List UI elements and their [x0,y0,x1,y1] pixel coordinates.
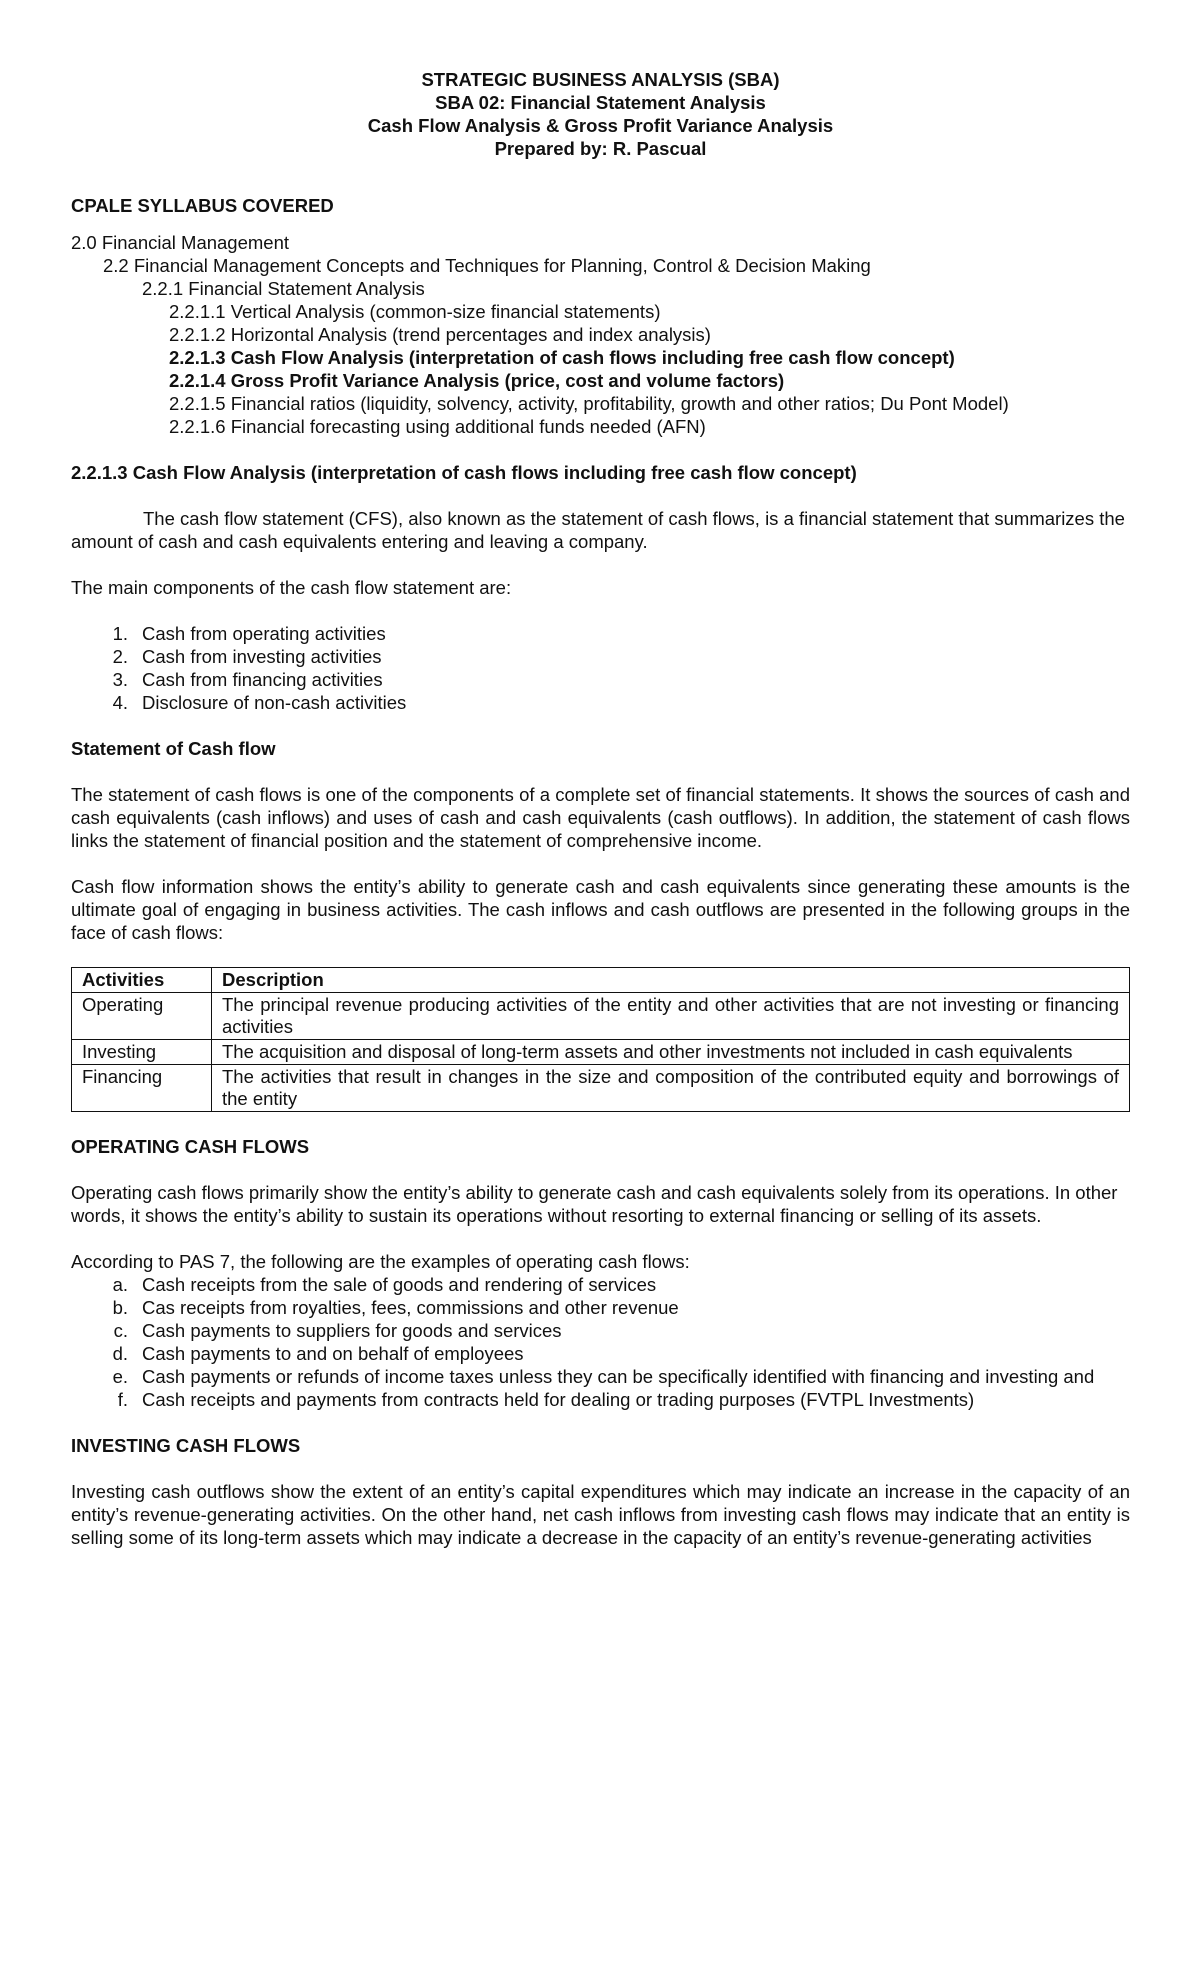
list-item: 2. Cash from investing activities [112,646,382,667]
syllabus-item: 2.2.1.1 Vertical Analysis (common-size financial statements) [169,301,661,322]
list-item: 3. Cash from financing activities [112,669,383,690]
syllabus-level-2: 2.2 Financial Management Concepts and Techniques for Planning, Control & Decision Making [103,255,871,276]
syllabus-item-highlighted: 2.2.1.3 Cash Flow Analysis (interpretation of cash flows including free cash flow concept) [169,347,955,368]
list-item: 1. Cash from operating activities [112,623,386,644]
syllabus-level-3: 2.2.1 Financial Statement Analysis [142,278,425,299]
list-item: a. Cash receipts from the sale of goods and rendering of services [112,1274,657,1295]
activity-cell: Operating [72,993,212,1040]
investing-heading: INVESTING CASH FLOWS [71,1435,301,1456]
author-line: Prepared by: R. Pascual [494,138,707,159]
syllabus-heading: CPALE SYLLABUS COVERED [71,195,334,216]
syllabus-item: 2.2.1.2 Horizontal Analysis (trend percentages and index analysis) [169,324,711,345]
list-item: d. Cash payments to and on behalf of employees [112,1343,524,1364]
table-header-row [72,968,1130,993]
column-header-description: Description [212,968,1130,993]
activity-cell: Financing [72,1065,212,1112]
description-cell: The activities that result in changes in the size and composition of the contributed equity and borrowings of the entity [212,1065,1130,1112]
description-cell: The acquisition and disposal of long-term assets and other investments not included in cash equivalents [212,1040,1130,1065]
list-item: 4. Disclosure of non-cash activities [112,692,407,713]
table-row [72,993,1130,1040]
topic-title: Cash Flow Analysis & Gross Profit Variance Analysis [367,115,834,136]
list-item: f. Cash receipts and payments from contracts held for dealing or trading purposes (FVTPL Investments) [117,1389,975,1410]
operating-examples-intro: According to PAS 7, the following are the examples of operating cash flows: [71,1251,690,1272]
operating-paragraph: Operating cash flows primarily show the entity’s ability to generate cash and cash equivalents solely from its operations. In other words, it shows the entity’s ability to sustain its operations without resorting to external financing or selling of its assets. [71,1182,1118,1226]
syllabus-item: 2.2.1.6 Financial forecasting using additional funds needed (AFN) [169,416,706,437]
list-item: c. Cash payments to suppliers for goods and services [113,1320,562,1341]
document-header [71,68,1130,160]
operating-heading: OPERATING CASH FLOWS [71,1136,310,1157]
list-item: e. Cash payments or refunds of income taxes unless they can be specifically identified with financing and investing and [112,1366,1095,1387]
cash-flow-analysis-heading: 2.2.1.3 Cash Flow Analysis (interpretation of cash flows including free cash flow concept) [71,462,857,483]
list-item: b. Cas receipts from royalties, fees, commissions and other revenue [112,1297,679,1318]
activity-cell: Investing [72,1040,212,1065]
cfs-intro-paragraph: The cash flow statement (CFS), also known as the statement of cash flows, is a financial statement that summarizes the amount of cash and cash equivalents entering and leaving a company. [71,508,1125,552]
syllabus-level-1: 2.0 Financial Management [71,232,290,253]
course-title: STRATEGIC BUSINESS ANALYSIS (SBA) [421,69,780,90]
description-cell: The principal revenue producing activities of the entity and other activities that are not investing or financing activities [212,993,1130,1040]
investing-paragraph: Investing cash outflows show the extent of an entity’s capital expenditures which may indicate an increase in the capacity of an entity’s revenue-generating activities. On the other hand, net cash inflows from investing cash flows may indicate that an entity is selling some of its long-term assets which may indicate a decrease in the capacity of an entity’s revenue-generating activities [71,1481,1130,1548]
table-row [72,1065,1130,1112]
statement-paragraph-1: The statement of cash flows is one of the components of a complete set of financial statements. It shows the sources of cash and cash equivalents (cash inflows) and uses of cash and cash equivalents (cash outflows). In addition, the statement of cash flows links the statement of financial position and the statement of comprehensive income. [71,784,1130,851]
table-row [72,1040,1130,1065]
syllabus-item: 2.2.1.5 Financial ratios (liquidity, solvency, activity, profitability, growth and other ratios; Du Pont Model) [169,393,1009,414]
module-title: SBA 02: Financial Statement Analysis [435,92,766,113]
column-header-activities: Activities [72,968,212,993]
components-list [71,622,1130,714]
operating-examples-list [71,1273,1130,1411]
activities-table [71,967,1130,1112]
syllabus-item-highlighted: 2.2.1.4 Gross Profit Variance Analysis (price, cost and volume factors) [169,370,785,391]
statement-heading: Statement of Cash flow [71,738,276,759]
statement-paragraph-2: Cash flow information shows the entity’s ability to generate cash and cash equivalents since generating these amounts is the ultimate goal of engaging in business activities. The cash inflows and cash outflows are presented in the following groups in the face of cash flows: [71,876,1130,943]
syllabus-outline [71,231,1130,438]
components-intro: The main components of the cash flow statement are: [71,577,512,598]
